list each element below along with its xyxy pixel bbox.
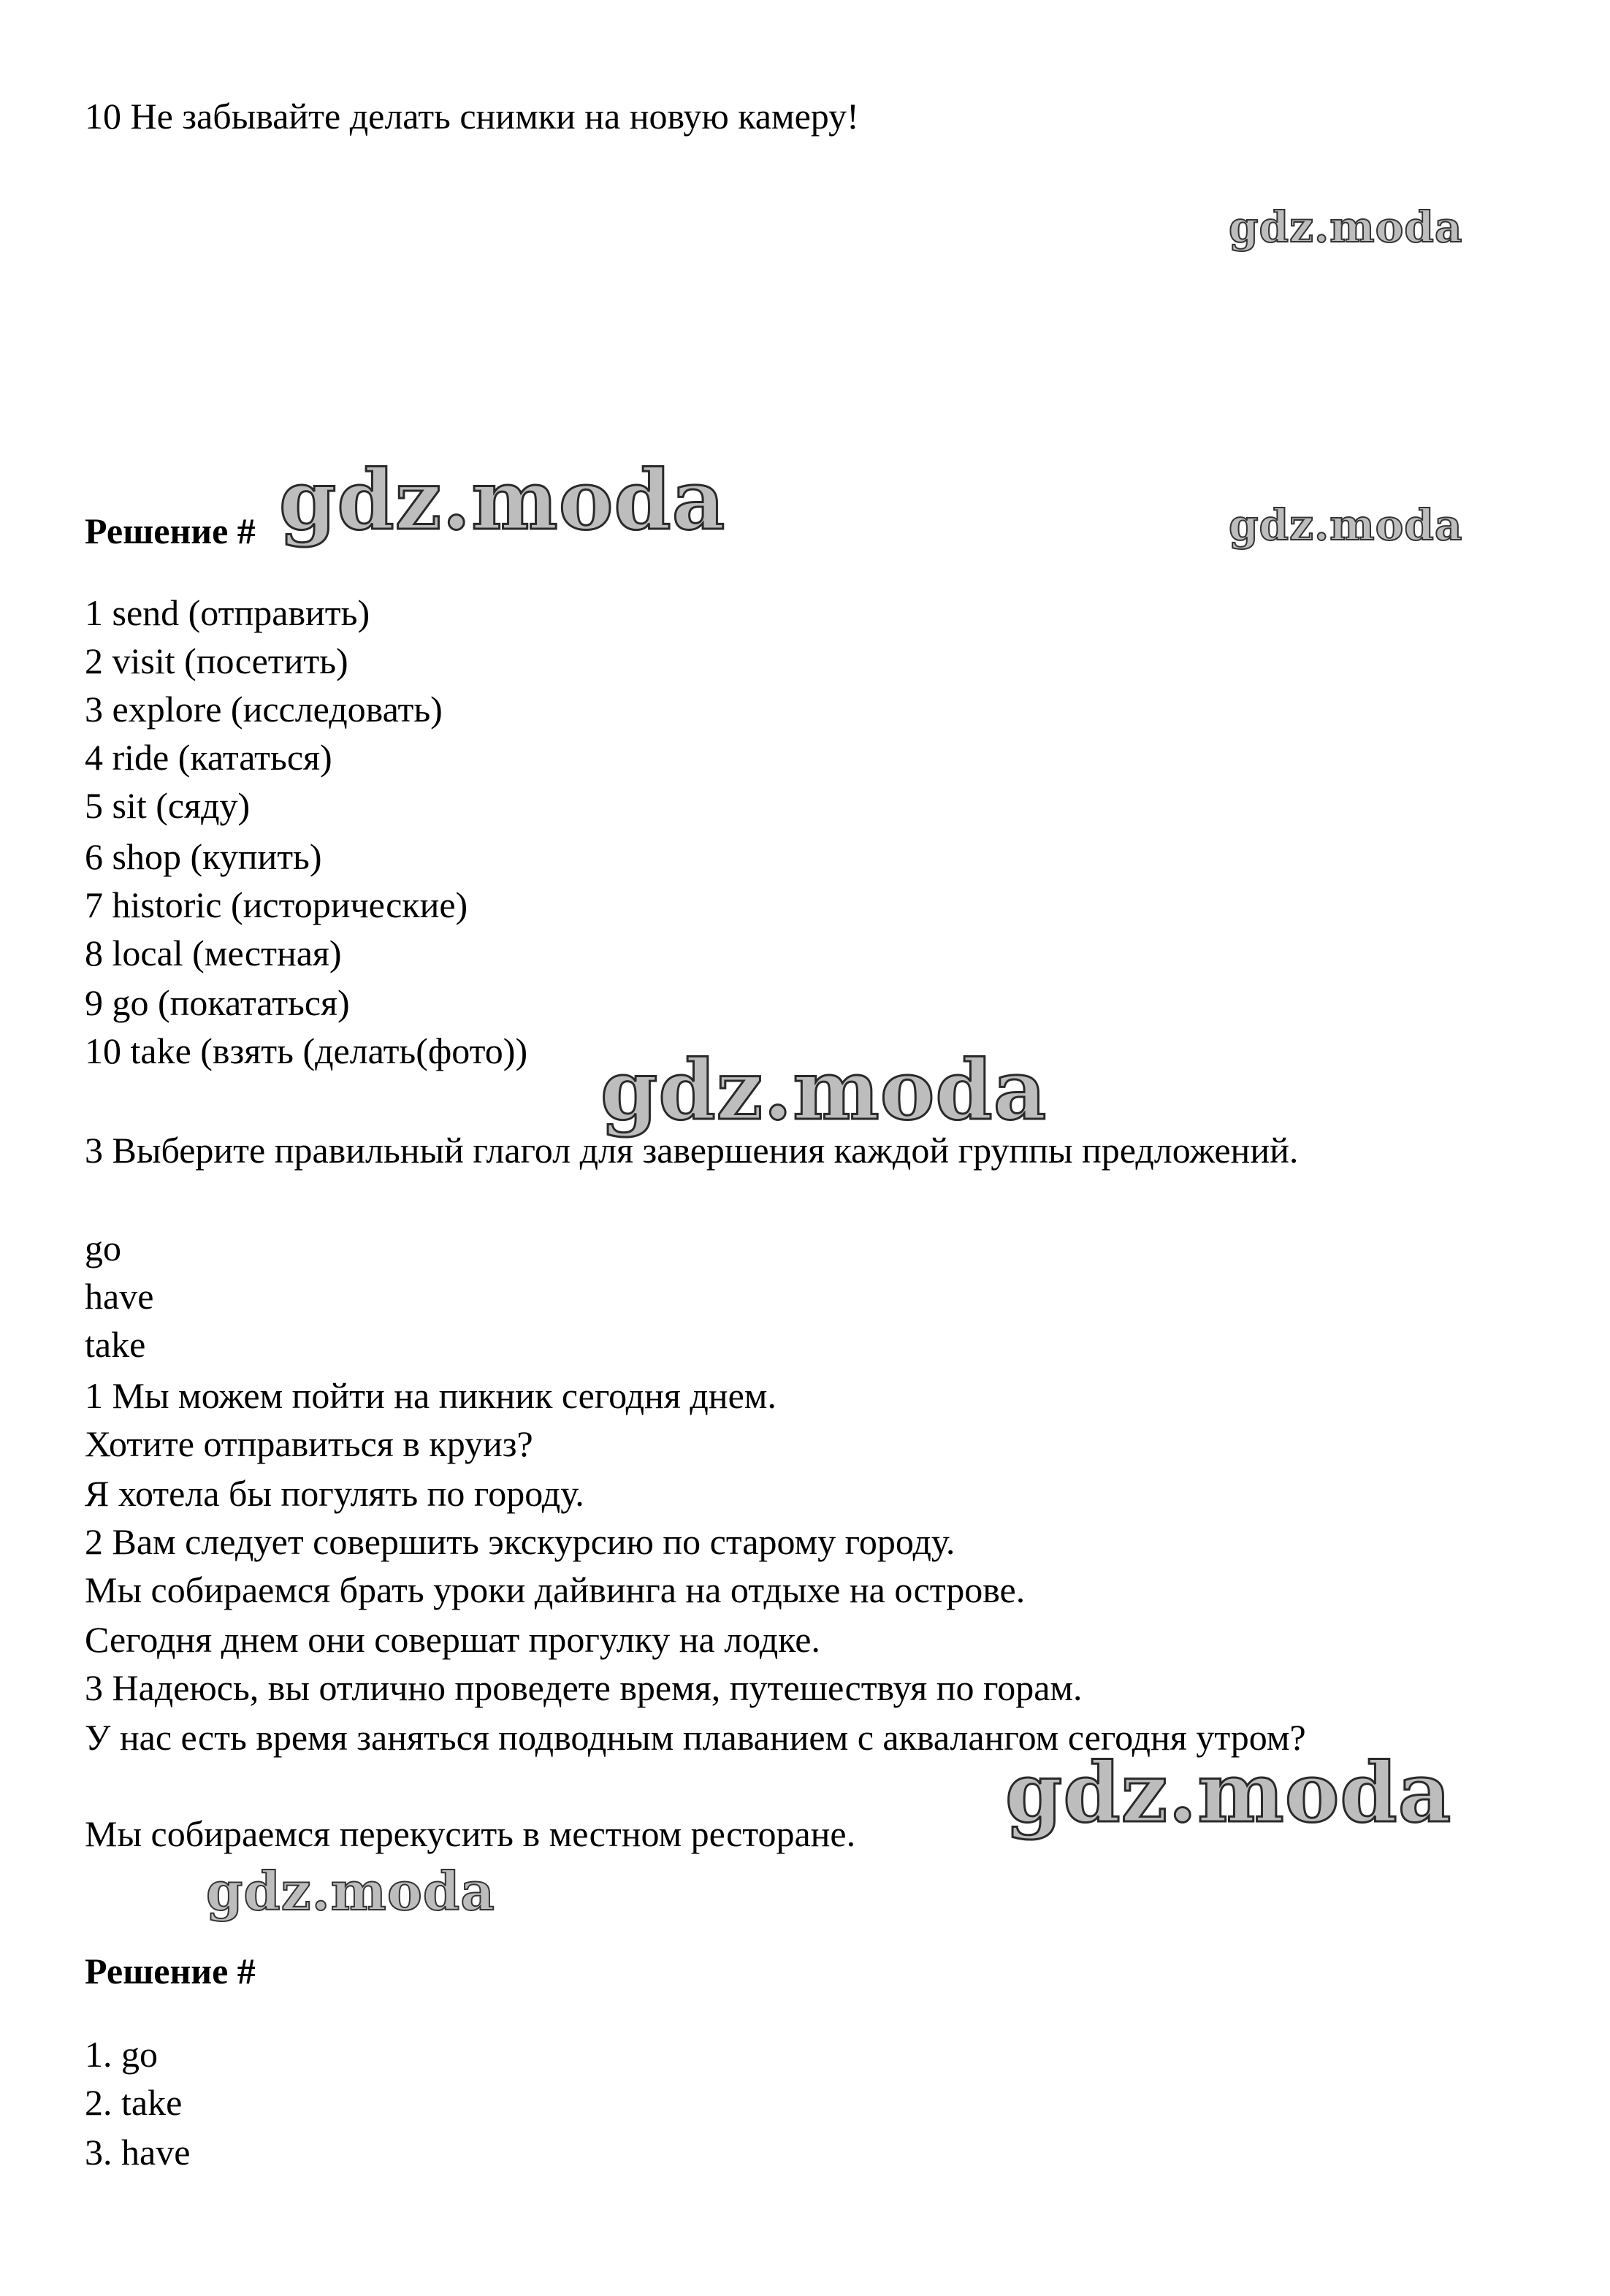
sentence: Мы собираемся перекусить в местном ресторане. — [85, 1813, 856, 1854]
answer-item: 6 shop (купить) — [85, 836, 322, 877]
answer-item: 7 historic (исторические) — [85, 884, 468, 925]
answer-item: 3 explore (исследовать) — [85, 689, 443, 730]
sentence: 2 Вам следует совершить экскурсию по старому городу. — [85, 1521, 955, 1562]
verb-option: take — [85, 1324, 146, 1365]
answer-item: 10 take (взять (делать(фото)) — [85, 1030, 528, 1071]
sentence: Мы собираемся брать уроки дайвинга на отдыхе на острове. — [85, 1569, 1026, 1610]
answer-item: 1. go — [85, 2034, 158, 2075]
sentence: У нас есть время заняться подводным плаванием с аквалангом сегодня утром? — [85, 1717, 1306, 1758]
answer-item: 3. have — [85, 2132, 191, 2173]
answer-item: 4 ride (кататься) — [85, 737, 332, 778]
watermark-logo: gdz.moda — [1229, 500, 1463, 550]
answer-item: 2. take — [85, 2082, 183, 2123]
sentence: Я хотела бы погулять по городу. — [85, 1473, 584, 1514]
watermark-logo: gdz.moda — [1005, 1745, 1452, 1841]
top-line: 10 Не забывайте делать снимки на новую камеру! — [85, 96, 859, 137]
exercise-3-task: 3 Выберите правильный глагол для завершения каждой группы предложений. — [85, 1130, 1299, 1171]
solution-heading-1: Решение # — [85, 510, 256, 551]
answer-item: 2 visit (посетить) — [85, 640, 348, 681]
verb-option: go — [85, 1228, 121, 1268]
sentence: Сегодня днем они совершат прогулку на лодке. — [85, 1619, 820, 1660]
answer-item: 5 sit (сяду) — [85, 785, 251, 826]
sentence: 1 Мы можем пойти на пикник сегодня днем. — [85, 1375, 777, 1416]
verb-option: have — [85, 1276, 154, 1317]
watermark-logo: gdz.moda — [600, 1043, 1048, 1139]
answer-item: 8 local (местная) — [85, 933, 342, 973]
sentence: 3 Надеюсь, вы отлично проведете время, путешествуя по горам. — [85, 1667, 1083, 1708]
solution-heading-2: Решение # — [85, 1951, 256, 1991]
watermark-logo: gdz.moda — [279, 453, 726, 548]
watermark-logo: gdz.moda — [1229, 202, 1463, 252]
answer-item: 9 go (покататься) — [85, 982, 350, 1023]
answer-item: 1 send (отправить) — [85, 592, 370, 633]
sentence: Хотите отправиться в круиз? — [85, 1423, 533, 1464]
watermark-logo: gdz.moda — [206, 1860, 495, 1922]
